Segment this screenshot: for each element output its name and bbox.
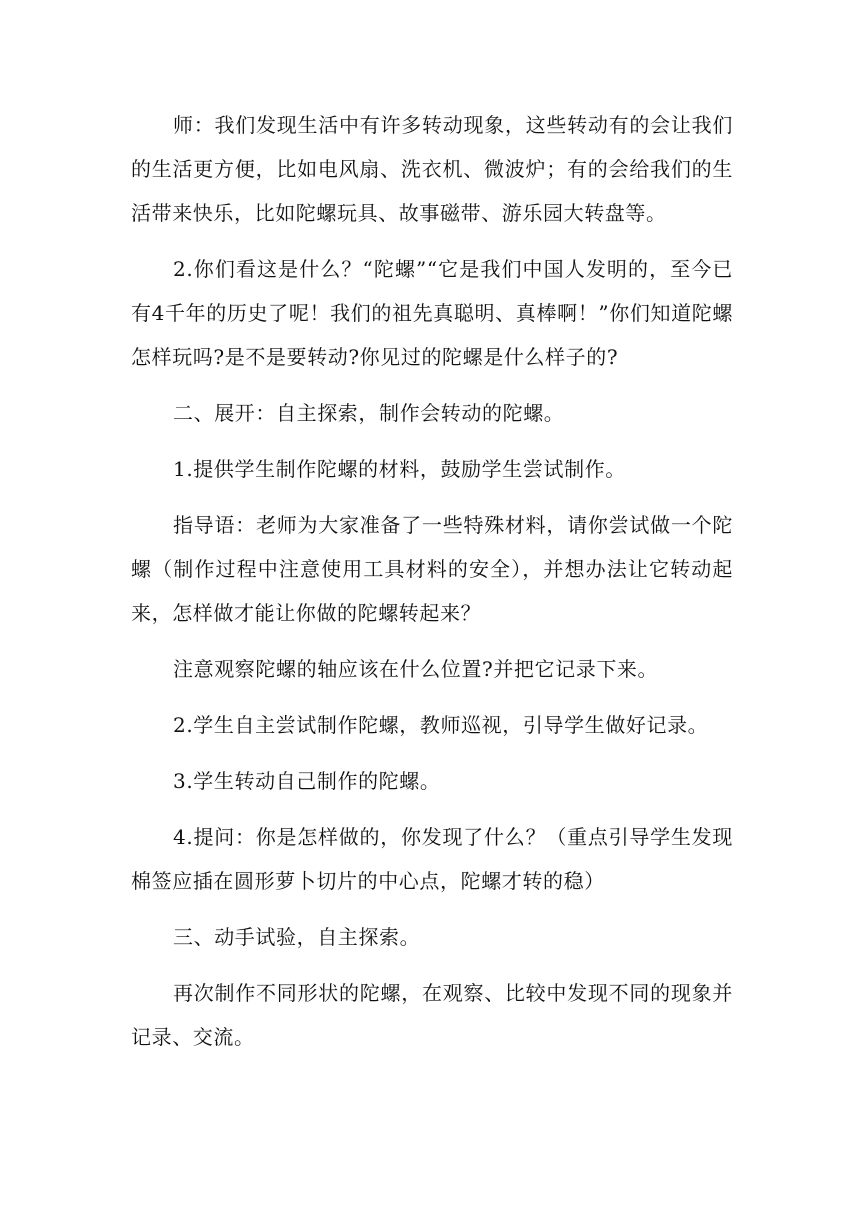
paragraph-guidance: 指导语：老师为大家准备了一些特殊材料，请你尝试做一个陀螺（制作过程中注意使用工具材料的安全），并想办法让它转动起来，怎样做才能让你做的陀螺转起来？ — [131, 513, 733, 625]
paragraph-experiment: 再次制作不同形状的陀螺，在观察、比较中发现不同的现象并记录、交流。 — [131, 981, 733, 1049]
section-heading-3: 三、动手试验，自主探索。 — [173, 925, 421, 949]
paragraph-step-1: 1.提供学生制作陀螺的材料，鼓励学生尝试制作。 — [173, 457, 626, 481]
paragraph-question: 2.你们看这是什么？“陀螺”“它是我们中国人发明的，至今已有4千年的历史了呢！我们的祖先真聪明、真棒啊！”你们知道陀螺怎样玩吗?是不是要转动?你见过的陀螺是什么样子的? — [131, 257, 733, 369]
section-heading-2: 二、展开：自主探索，制作会转动的陀螺。 — [173, 401, 565, 425]
paragraph-step-2: 2.学生自主尝试制作陀螺，教师巡视，引导学生做好记录。 — [173, 713, 709, 737]
paragraph-step-3: 3.学生转动自己制作的陀螺。 — [173, 769, 441, 793]
paragraph-intro: 师：我们发现生活中有许多转动现象，这些转动有的会让我们的生活更方便，比如电风扇、洗衣机、微波炉；有的会给我们的生活带来快乐，比如陀螺玩具、故事磁带、游乐园大转盘等。 — [131, 113, 733, 225]
paragraph-observe-note: 注意观察陀螺的轴应该在什么位置?并把它记录下来。 — [173, 657, 659, 681]
document-body — [131, 103, 733, 1071]
paragraph-step-4: 4.提问：你是怎样做的，你发现了什么？（重点引导学生发现棉签应插在圆形萝卜切片的中心点，陀螺才转的稳） — [131, 825, 733, 893]
